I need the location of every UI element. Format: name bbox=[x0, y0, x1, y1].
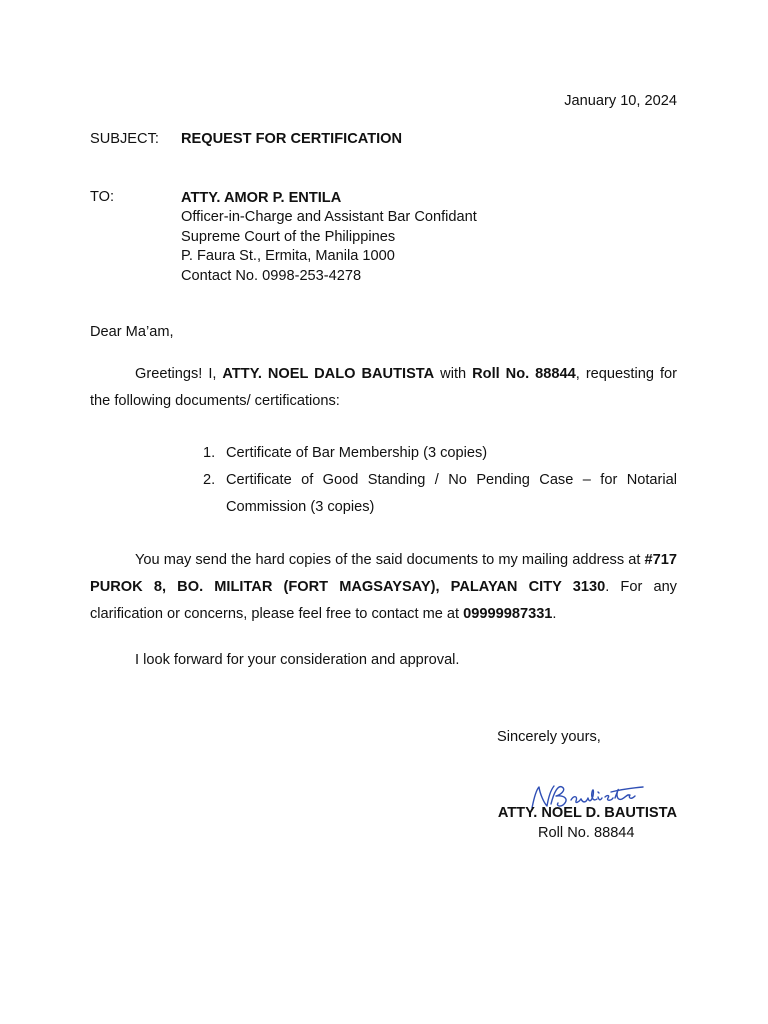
paragraph-closing: I look forward for your consideration and approval. bbox=[135, 652, 460, 668]
signer-roll-number: Roll No. 88844 bbox=[538, 825, 635, 841]
contact-number: 09999987331 bbox=[463, 606, 553, 622]
list-item-text: Certificate of Good Standing / No Pending Case – for Notarial Commission (3 copies) bbox=[226, 472, 677, 515]
paragraph-text: , requesting for the following documents/ certifications: bbox=[90, 366, 677, 409]
letter-date: January 10, 2024 bbox=[564, 93, 677, 109]
paragraph-text: Greetings! I, bbox=[135, 366, 223, 382]
paragraph-text: You may send the hard copies of the said documents to my mailing address at bbox=[135, 552, 645, 568]
list-number: 2. bbox=[203, 472, 216, 488]
requester-roll-number: Roll No. 88844 bbox=[472, 366, 576, 382]
subject-label: SUBJECT: bbox=[90, 131, 159, 147]
recipient-block bbox=[181, 189, 477, 286]
recipient-address: P. Faura St., Ermita, Manila 1000 bbox=[181, 248, 395, 265]
paragraph-text: with bbox=[434, 366, 473, 382]
list-item bbox=[203, 440, 677, 467]
recipient-contact: Contact No. 0998-253-4278 bbox=[181, 267, 362, 284]
recipient-name: ATTY. AMOR P. ENTILA bbox=[181, 190, 342, 206]
mailing-address: #717 PUROK 8, BO. MILITAR (FORT MAGSAYSAY), PALAYAN CITY 3130 bbox=[90, 552, 677, 595]
signer-name: ATTY. NOEL D. BAUTISTA bbox=[497, 805, 677, 821]
recipient-position: Officer-in-Charge and Assistant Bar Confidant bbox=[181, 209, 477, 226]
documents-list bbox=[203, 440, 677, 521]
paragraph-mailing bbox=[90, 547, 677, 628]
list-item bbox=[203, 467, 677, 521]
paragraph-request bbox=[90, 361, 677, 415]
requester-name: ATTY. NOEL DALO BAUTISTA bbox=[222, 366, 435, 382]
list-item-text: Certificate of Bar Membership (3 copies) bbox=[226, 445, 488, 461]
paragraph-text: . For any clarification or concerns, please feel free to contact me at bbox=[90, 579, 677, 622]
subject-text: REQUEST FOR CERTIFICATION bbox=[181, 131, 403, 147]
salutation: Dear Ma’am, bbox=[90, 324, 174, 340]
recipient-office: Supreme Court of the Philippines bbox=[181, 228, 396, 245]
recipient-label: TO: bbox=[90, 189, 115, 205]
list-number: 1. bbox=[203, 445, 216, 461]
complimentary-close: Sincerely yours, bbox=[497, 729, 601, 745]
paragraph-text: . bbox=[552, 606, 557, 622]
